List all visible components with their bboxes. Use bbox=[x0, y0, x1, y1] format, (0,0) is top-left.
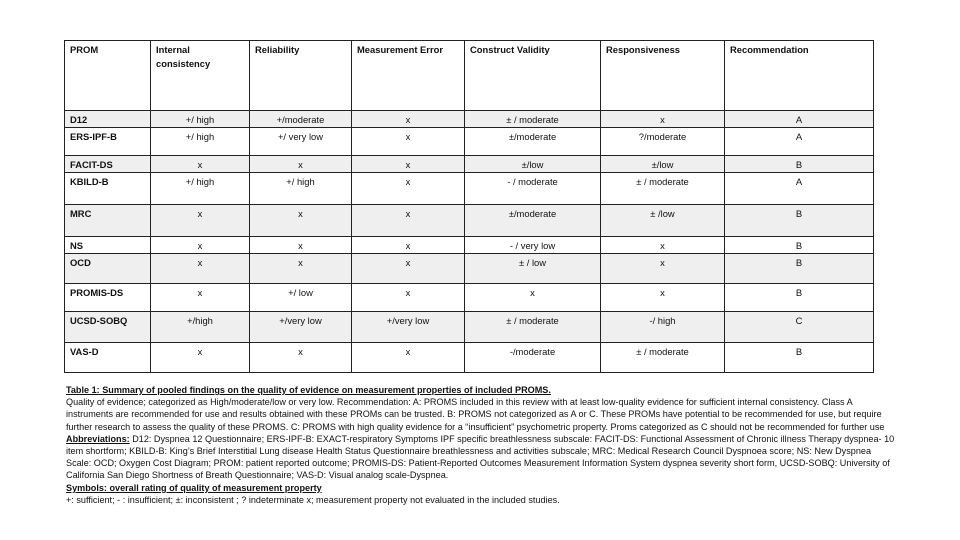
table-row bbox=[65, 254, 874, 284]
cell-construct-validity: ±/moderate bbox=[465, 205, 601, 237]
cell-construct-validity: x bbox=[465, 284, 601, 312]
table-row bbox=[65, 312, 874, 343]
cell-recommendation: A bbox=[725, 128, 874, 156]
cell-recommendation: C bbox=[725, 312, 874, 343]
cell-responsiveness: x bbox=[601, 254, 725, 284]
cell-recommendation: B bbox=[725, 343, 874, 373]
caption-title: Table 1: Summary of pooled findings on the quality of evidence on measurement properties of included PROMS. bbox=[66, 385, 551, 395]
cell-reliability: +/ high bbox=[250, 173, 352, 205]
table-row bbox=[65, 205, 874, 237]
cell-responsiveness: ± /low bbox=[601, 205, 725, 237]
cell-recommendation: B bbox=[725, 284, 874, 312]
abbreviations-label: Abbreviations: bbox=[66, 433, 130, 444]
cell-responsiveness: -/ high bbox=[601, 312, 725, 343]
cell-prom-name: D12 bbox=[65, 111, 151, 128]
cell-responsiveness: x bbox=[601, 111, 725, 128]
table-header-row bbox=[65, 41, 874, 111]
cell-measurement-error: x bbox=[352, 128, 465, 156]
symbols-label: Symbols: overall rating of quality of measurement property bbox=[66, 482, 322, 493]
cell-prom-name: ERS-IPF-B bbox=[65, 128, 151, 156]
cell-reliability: x bbox=[250, 254, 352, 284]
cell-reliability: +/ low bbox=[250, 284, 352, 312]
table-body bbox=[65, 111, 874, 373]
cell-recommendation: B bbox=[725, 237, 874, 254]
cell-internal-consistency: +/ high bbox=[151, 128, 250, 156]
caption-quality-text: Quality of evidence; categorized as High/moderate/low or very low. Recommendation: A: PROMS included in this review with at least low-quality evidence for sufficient internal consistency. Class A instruments are recommended for use and results obtained with these PROMs can be trusted. B: PROMS not categorized as A or C. These PROMs have potential to be recommended for use, but require further research to assess the quality of these PROMS. C: PROMS with high quality evidence for a “insufficient” psychometric property. Proms categorized as C should not be recommended for further use bbox=[66, 397, 885, 432]
symbols-text: +: sufficient; - : insufficient; ±: inconsistent ; ? indeterminate x; measurement property not evaluated in the included studies. bbox=[66, 494, 560, 505]
cell-construct-validity: ±/low bbox=[465, 156, 601, 173]
cell-construct-validity: - / moderate bbox=[465, 173, 601, 205]
cell-prom-name: NS bbox=[65, 237, 151, 254]
cell-measurement-error: x bbox=[352, 156, 465, 173]
cell-prom-name: PROMIS-DS bbox=[65, 284, 151, 312]
header-construct-validity: Construct Validity bbox=[465, 41, 601, 111]
cell-prom-name: VAS-D bbox=[65, 343, 151, 373]
cell-internal-consistency: x bbox=[151, 237, 250, 254]
cell-measurement-error: x bbox=[352, 173, 465, 205]
cell-recommendation: B bbox=[725, 254, 874, 284]
cell-recommendation: A bbox=[725, 173, 874, 205]
table-row bbox=[65, 343, 874, 373]
cell-prom-name: OCD bbox=[65, 254, 151, 284]
cell-construct-validity: -/moderate bbox=[465, 343, 601, 373]
cell-prom-name: MRC bbox=[65, 205, 151, 237]
prom-quality-table bbox=[64, 40, 874, 373]
header-internal-consistency: Internal consistency bbox=[151, 41, 250, 111]
cell-internal-consistency: x bbox=[151, 284, 250, 312]
table-row bbox=[65, 156, 874, 173]
prom-table-container bbox=[64, 40, 873, 373]
cell-measurement-error: x bbox=[352, 111, 465, 128]
cell-measurement-error: x bbox=[352, 205, 465, 237]
table-row bbox=[65, 237, 874, 254]
cell-measurement-error: x bbox=[352, 254, 465, 284]
cell-construct-validity: - / very low bbox=[465, 237, 601, 254]
cell-responsiveness: ± / moderate bbox=[601, 173, 725, 205]
cell-reliability: +/moderate bbox=[250, 111, 352, 128]
cell-prom-name: FACIT-DS bbox=[65, 156, 151, 173]
cell-construct-validity: ± / low bbox=[465, 254, 601, 284]
cell-measurement-error: x bbox=[352, 284, 465, 312]
cell-internal-consistency: x bbox=[151, 254, 250, 284]
header-responsiveness: Responsiveness bbox=[601, 41, 725, 111]
cell-recommendation: B bbox=[725, 205, 874, 237]
table-row bbox=[65, 284, 874, 312]
cell-measurement-error: x bbox=[352, 237, 465, 254]
cell-internal-consistency: +/ high bbox=[151, 173, 250, 205]
cell-reliability: +/very low bbox=[250, 312, 352, 343]
cell-measurement-error: +/very low bbox=[352, 312, 465, 343]
table-row bbox=[65, 173, 874, 205]
cell-prom-name: UCSD-SOBQ bbox=[65, 312, 151, 343]
abbreviations-text: D12: Dyspnea 12 Questionnaire; ERS-IPF-B: EXACT-respiratory Symptoms IPF specific breathlessness subscale: FACIT-DS: Functional Assessment of Chronic illness Therapy dyspnea- 10 item shortform; KBILD-B: King’s Brief Interstitial Lung disease Health Status Questionnaire breathlessness and activities subscale; MRC: Medical Research Council Dyspnoea score; NS: New Dyspnea Scale: OCD; Oxygen Cost Diagram; PROM: patient reported outcome; PROMIS-DS: Patient-Reported Outcomes Measurement Information System dyspnea severity short form, UCSD-SOBQ: University of California San Diego Shortness of Breath Questionnaire; VAS-D: Visual analog scale-Dyspnea. bbox=[66, 433, 895, 481]
cell-responsiveness: x bbox=[601, 284, 725, 312]
cell-recommendation: B bbox=[725, 156, 874, 173]
cell-responsiveness: x bbox=[601, 237, 725, 254]
table-row bbox=[65, 128, 874, 156]
cell-internal-consistency: x bbox=[151, 156, 250, 173]
caption-abbreviations bbox=[66, 433, 896, 482]
cell-responsiveness: ± / moderate bbox=[601, 343, 725, 373]
cell-reliability: x bbox=[250, 205, 352, 237]
cell-responsiveness: ?/moderate bbox=[601, 128, 725, 156]
cell-internal-consistency: +/ high bbox=[151, 111, 250, 128]
header-recommendation: Recommendation bbox=[725, 41, 874, 111]
cell-reliability: +/ very low bbox=[250, 128, 352, 156]
cell-prom-name: KBILD-B bbox=[65, 173, 151, 205]
cell-internal-consistency: x bbox=[151, 205, 250, 237]
header-prom: PROM bbox=[65, 41, 151, 111]
table-caption bbox=[66, 384, 896, 506]
cell-construct-validity: ± / moderate bbox=[465, 312, 601, 343]
cell-responsiveness: ±/low bbox=[601, 156, 725, 173]
cell-construct-validity: ±/moderate bbox=[465, 128, 601, 156]
cell-reliability: x bbox=[250, 343, 352, 373]
cell-measurement-error: x bbox=[352, 343, 465, 373]
table-row bbox=[65, 111, 874, 128]
cell-internal-consistency: x bbox=[151, 343, 250, 373]
cell-internal-consistency: +/high bbox=[151, 312, 250, 343]
cell-reliability: x bbox=[250, 156, 352, 173]
cell-construct-validity: ± / moderate bbox=[465, 111, 601, 128]
header-reliability: Reliability bbox=[250, 41, 352, 111]
cell-recommendation: A bbox=[725, 111, 874, 128]
header-measurement-error: Measurement Error bbox=[352, 41, 465, 111]
cell-reliability: x bbox=[250, 237, 352, 254]
